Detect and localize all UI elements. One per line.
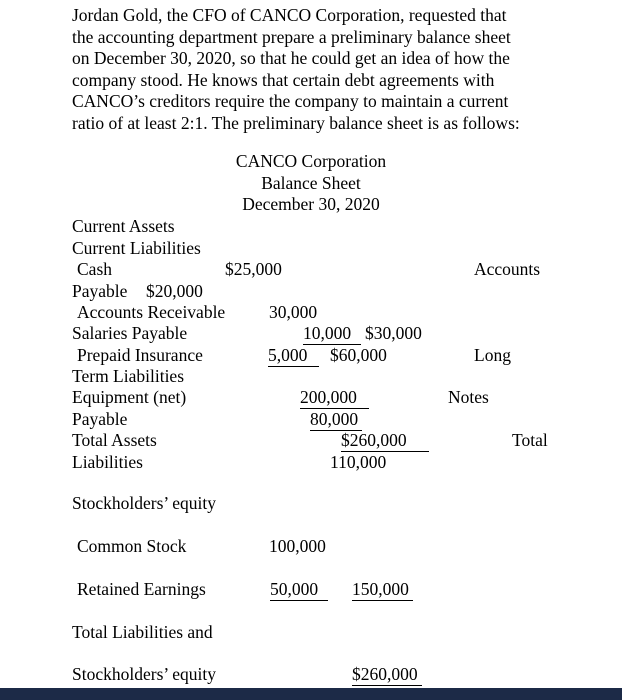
total-word: Total bbox=[512, 430, 548, 450]
accounts-receivable-label: Accounts Receivable bbox=[77, 302, 226, 322]
row-current-assets-header bbox=[0, 216, 622, 238]
intro-paragraph bbox=[72, 5, 520, 135]
total-liabilities-value: 110,000 bbox=[330, 452, 387, 472]
statement-heading bbox=[0, 151, 622, 216]
intro-line bbox=[72, 48, 520, 70]
intro-line-text: ratio of at least 2:1. The preliminary balance sheet is as follows: bbox=[72, 112, 520, 133]
common-stock-label: Common Stock bbox=[77, 536, 187, 556]
row-current-liabilities-header bbox=[0, 238, 622, 260]
total-assets-label: Total Assets bbox=[72, 430, 157, 450]
stockholders-equity-label-2: Stockholders’ equity bbox=[72, 664, 217, 684]
intro-line-text: company stood. He knows that certain debt agreements with bbox=[72, 69, 495, 90]
intro-line bbox=[72, 113, 520, 135]
row-total-assets bbox=[0, 430, 622, 452]
equipment-value: 200,000 bbox=[300, 387, 369, 409]
notes-word: Notes bbox=[448, 387, 489, 407]
row-accounts-receivable bbox=[0, 302, 622, 324]
stockholders-equity-label: Stockholders’ equity bbox=[72, 493, 217, 513]
grand-total-value: $260,000 bbox=[352, 664, 422, 686]
statement-date: December 30, 2020 bbox=[242, 194, 380, 215]
liabilities-word: Liabilities bbox=[72, 452, 143, 472]
salaries-payable-value: 10,000 bbox=[303, 323, 361, 345]
accounts-receivable-value: 30,000 bbox=[269, 302, 318, 322]
equipment-label: Equipment (net) bbox=[72, 387, 187, 407]
intro-line-text: CANCO’s creditors require the company to maintain a current bbox=[72, 91, 509, 112]
common-stock-value: 100,000 bbox=[269, 536, 326, 556]
intro-line bbox=[72, 91, 520, 113]
retained-earnings-value: 50,000 bbox=[270, 579, 328, 601]
total-liabilities-and-label: Total Liabilities and bbox=[72, 622, 213, 642]
company-name: CANCO Corporation bbox=[235, 151, 387, 171]
row-total-liabilities-and bbox=[0, 622, 622, 644]
row-stockholders-equity-header bbox=[0, 493, 622, 515]
accounts-word: Accounts bbox=[474, 259, 541, 279]
cash-value: $25,000 bbox=[225, 259, 282, 279]
intro-line bbox=[72, 27, 520, 49]
row-term-liabilities bbox=[0, 366, 622, 388]
row-grand-total bbox=[0, 664, 622, 686]
row-total-liabilities bbox=[0, 452, 622, 474]
intro-line-text: Jordan Gold, the CFO of CANCO Corporation, requested that bbox=[72, 5, 507, 25]
current-liabilities-total: $30,000 bbox=[365, 323, 422, 343]
equity-total-value: 150,000 bbox=[352, 579, 413, 601]
row-prepaid-insurance bbox=[0, 345, 622, 367]
intro-line-text: the accounting department prepare a preliminary balance sheet bbox=[72, 26, 511, 47]
row-accounts-payable bbox=[0, 281, 622, 303]
intro-line bbox=[72, 5, 520, 27]
row-salaries-payable bbox=[0, 323, 622, 345]
salaries-payable-label: Salaries Payable bbox=[72, 323, 188, 343]
term-liabilities-word: Term Liabilities bbox=[72, 366, 185, 386]
notes-payable-word: Payable bbox=[72, 409, 128, 429]
intro-line bbox=[72, 70, 520, 92]
total-assets-value: $260,000 bbox=[341, 430, 429, 452]
row-retained-earnings bbox=[0, 579, 622, 601]
payable-word: Payable bbox=[72, 281, 128, 301]
current-liabilities-label: Current Liabilities bbox=[72, 238, 201, 258]
long-word: Long bbox=[474, 345, 511, 365]
cash-label: Cash bbox=[77, 259, 112, 279]
bottom-bar bbox=[0, 688, 622, 700]
row-equipment bbox=[0, 387, 622, 409]
prepaid-insurance-value: 5,000 bbox=[268, 345, 319, 367]
accounts-payable-value: $20,000 bbox=[146, 281, 203, 301]
intro-line-text: on December 30, 2020, so that he could get an idea of how the bbox=[72, 48, 510, 69]
retained-earnings-label: Retained Earnings bbox=[77, 579, 206, 599]
prepaid-insurance-label: Prepaid Insurance bbox=[77, 345, 203, 365]
notes-payable-value: 80,000 bbox=[310, 409, 362, 431]
row-cash bbox=[0, 259, 622, 281]
current-assets-total: $60,000 bbox=[330, 345, 387, 365]
row-common-stock bbox=[0, 536, 622, 558]
current-assets-label: Current Assets bbox=[72, 216, 175, 236]
row-notes-payable bbox=[0, 409, 622, 431]
statement-title: Balance Sheet bbox=[261, 172, 361, 193]
